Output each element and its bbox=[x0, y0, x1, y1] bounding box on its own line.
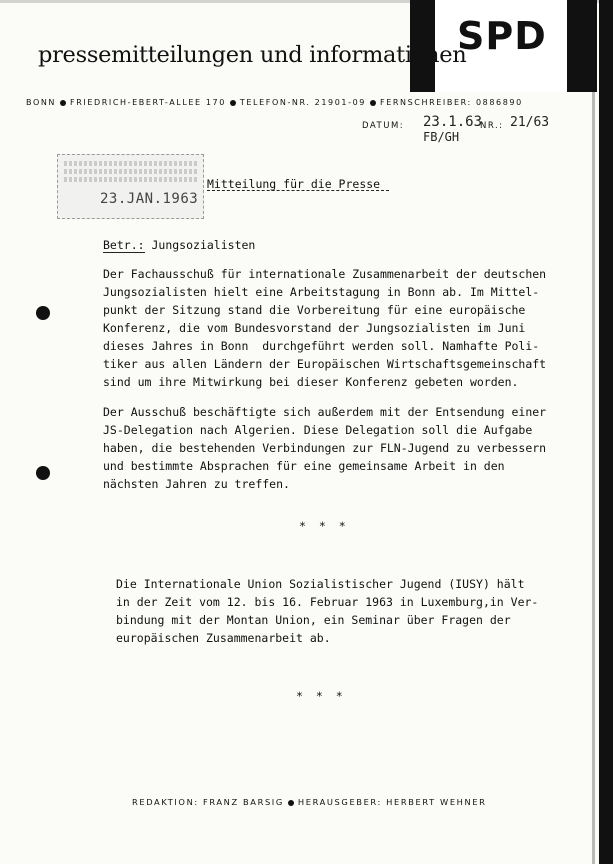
press-notice-heading: Mitteilung für die Presse bbox=[207, 177, 381, 191]
footer-publisher: HERAUSGEBER: HERBERT WEHNER bbox=[297, 797, 487, 807]
bullet-icon bbox=[60, 100, 66, 106]
bullet-icon bbox=[370, 100, 376, 106]
address-street: FRIEDRICH-EBERT-ALLEE 170 bbox=[70, 98, 226, 107]
logo-bar-right bbox=[567, 0, 597, 92]
stamp-date: 23.JAN.1963 bbox=[100, 191, 199, 207]
paragraph-3: Die Internationale Union Sozialistischer Jugend (IUSY) hält in der Zeit vom 12. bis 16. Februar 1963 in Luxemburg,in Ver- bindung mit der Montan Union, ein Seminar über Fragen der europäischen Zusammenarbeit ab. bbox=[116, 577, 539, 645]
number-label: NR.: bbox=[480, 121, 504, 131]
bullet-icon bbox=[288, 800, 294, 806]
address-line bbox=[26, 98, 586, 107]
subject-line bbox=[103, 238, 255, 252]
subject-text: Jungsozialisten bbox=[151, 238, 256, 252]
party-logo: SPD bbox=[457, 14, 547, 58]
paragraph-2: Der Ausschuß beschäftigte sich außerdem mit der Entsendung einer JS-Delegation nach Algerien. Diese Delegation soll die Aufgabe haben, die bestehenden Verbindungen zur FLN-Jugend zu verbessern und bestimmte Absprachen für eine gemeinsame Arbeit in den nächsten Jahren zu treffen. bbox=[103, 405, 547, 491]
footer-editor: REDAKTION: FRANZ BARSIG bbox=[132, 797, 284, 807]
punch-hole bbox=[36, 306, 50, 320]
masthead-title: pressemitteilungen und informationen bbox=[38, 42, 467, 68]
number-value: 21/63 bbox=[510, 115, 550, 130]
date-value: 23.1.63 bbox=[423, 114, 483, 130]
address-city: BONN bbox=[26, 98, 57, 107]
stamp-text-line bbox=[64, 169, 198, 174]
date-label: DATUM: bbox=[362, 121, 405, 131]
section-separator: * * * bbox=[296, 689, 346, 703]
scan-edge-shadow bbox=[592, 0, 595, 864]
bullet-icon bbox=[230, 100, 236, 106]
punch-hole bbox=[36, 466, 50, 480]
footer-credits bbox=[132, 797, 487, 807]
address-phone: TELEFON-NR. 21901-09 bbox=[239, 98, 366, 107]
heading-underline bbox=[207, 190, 389, 191]
section-separator: * * * bbox=[299, 519, 349, 533]
subject-label: Betr.: bbox=[103, 238, 145, 252]
stamp-text-line bbox=[64, 177, 198, 182]
stamp-text-line bbox=[64, 161, 198, 166]
author-initials: FB/GH bbox=[423, 130, 460, 144]
received-stamp bbox=[57, 154, 204, 219]
scan-edge-right bbox=[599, 0, 613, 864]
address-telex: FERNSCHREIBER: 0886890 bbox=[380, 98, 523, 107]
paragraph-1: Der Fachausschuß für internationale Zusammenarbeit der deutschen Jungsozialisten hielt eine Arbeitstagung in Bonn ab. Im Mittel- punkt der Sitzung stand die Vorbereitung für eine europäische Konferenz, die vom Bundesvorstand der Jungsozialisten im Juni dieses Jahres in Bonn durchgeführt werden soll. Namhafte Poli- tiker aus allen Ländern der Europäischen Wirtschaftsgemeinschaft sind um ihre Mitwirkung bei dieser Konferenz gebeten worden. bbox=[103, 267, 547, 389]
